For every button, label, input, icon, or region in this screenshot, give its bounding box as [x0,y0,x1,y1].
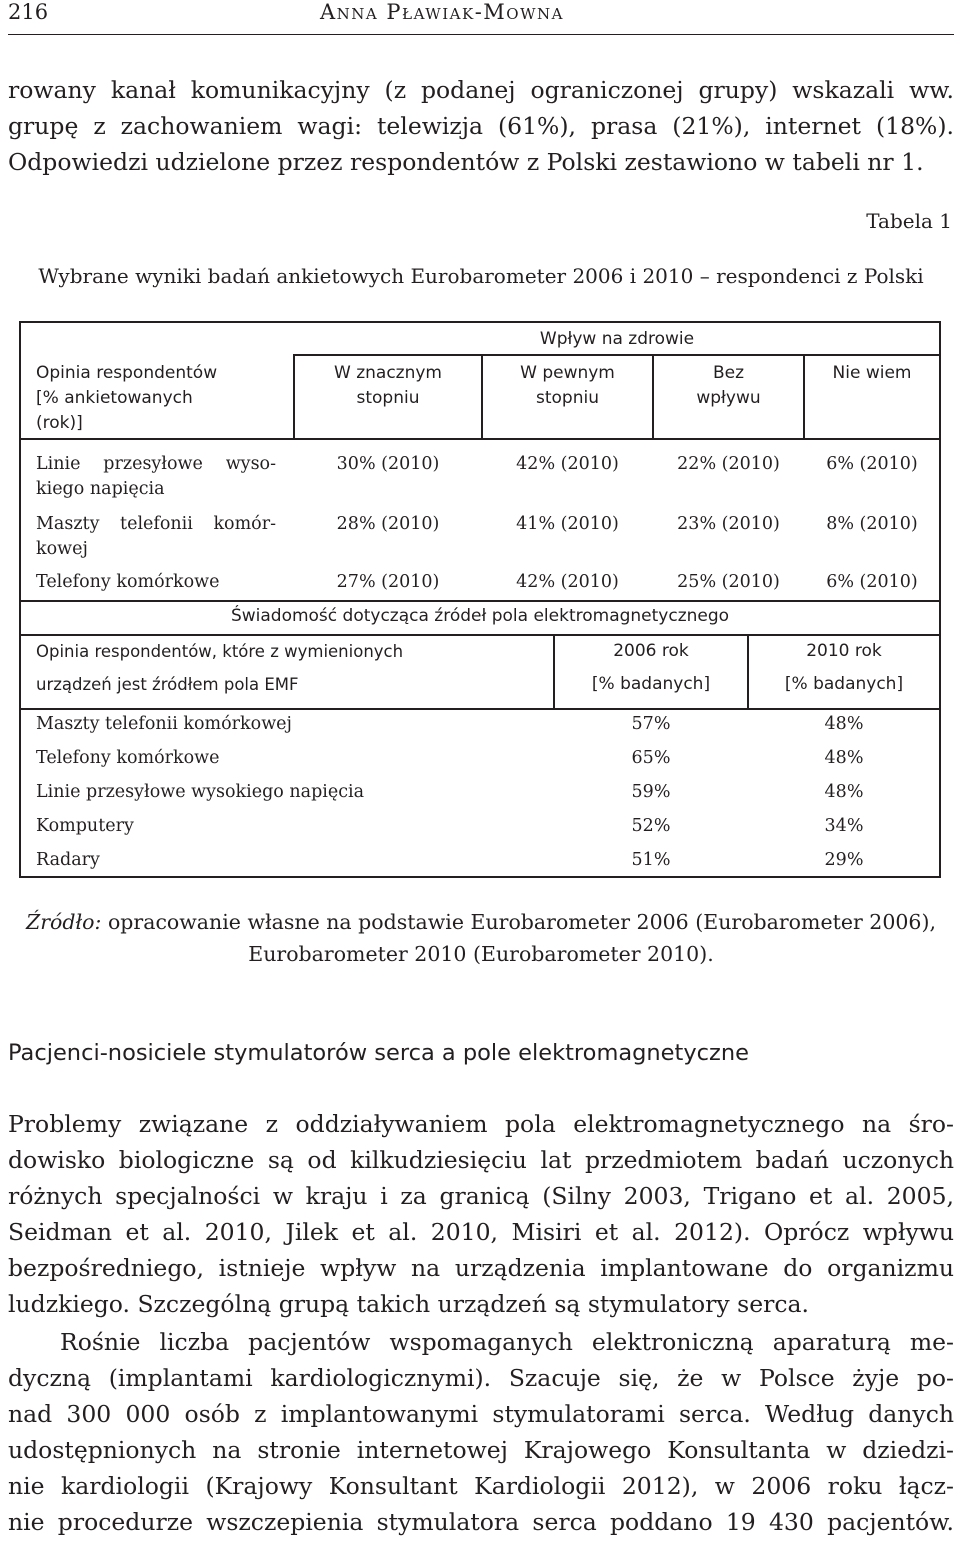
table-rule [19,438,941,440]
column-header-2010: 2010 rok [806,641,882,661]
table-cell: 51% [631,850,671,870]
table-cell: 22% (2010) [677,454,780,474]
page-number: 216 [8,0,49,24]
table-cell: 30% (2010) [336,454,440,474]
row-header-line-2: urządzeń jest źródłem pola EMF [36,675,299,694]
row-header-line-3: (rok)] [36,413,83,433]
group-header-awareness: Świadomość dotycząca źródeł pola elektromagnetycznego [230,606,730,626]
source-note [8,906,954,970]
table-cell: 23% (2010) [677,514,780,534]
intro-line-3: Odpowiedzi udzielone przez respondentów z Polski zestawiono w tabeli nr 1. [8,148,924,176]
header-rule [8,34,954,35]
table-cell: 42% (2010) [516,454,619,474]
body-line: nie kardiologii (Krajowy Konsultant Kardiologii 2012), w 2006 roku łącz- [8,1472,954,1500]
table-cell: 34% [824,816,864,836]
body-line: dyczną (implantami kardiologicznymi). Szacuje się, że w Polsce żyje po- [8,1364,954,1392]
table-cell: 48% [824,748,864,768]
table-number: Tabela 1 [866,209,952,233]
body-line: różnych specjalności w kraju i za granicą (Silny 2003, Trigano et al. 2005, [8,1182,954,1210]
table-rule [293,354,941,356]
table-cell: 6% (2010) [826,454,918,474]
body-line: udostępnionych na stronie internetowej Krajowego Konsultanta w dziedzi- [8,1436,954,1464]
body-line: nad 300 000 osób z implantowanymi stymulatorami serca. Według danych [8,1400,954,1428]
column-header-none: wpływu [696,388,761,408]
column-header-none: Bez [712,363,745,383]
group-header-health: Wpływ na zdrowie [539,329,695,349]
table-cell: 25% (2010) [677,572,780,592]
row-label: Komputery [36,816,134,836]
section-heading: Pacjenci-nosiciele stymulatorów serca a pole elektromagnetyczne [8,1040,749,1066]
row-label: Telefony komórkowe [36,748,220,768]
table-cell: 41% (2010) [516,514,619,534]
body-line: dowisko biologiczne są od kilkudziesięciu lat przedmiotem badań uczonych [8,1146,954,1174]
column-header-2010: [% badanych] [784,674,904,694]
body-line: Seidman et al. 2010, Jilek et al. 2010, Misiri et al. 2012). Oprócz wpływu [8,1218,954,1246]
running-title: Anna Pławiak-Mowna [320,0,564,24]
body-line: Problemy związane z oddziaływaniem pola elektromagnetycznego na śro- [8,1110,954,1138]
column-header-2006: 2006 rok [613,641,689,661]
table-cell: 8% (2010) [826,514,918,534]
row-label: Radary [36,850,100,870]
table-rule [19,634,941,636]
row-header-line-1: Opinia respondentów [36,363,218,383]
table-cell: 57% [631,714,671,734]
row-label: Linie przesyłowe wyso- [36,454,276,474]
table-cell: 42% (2010) [516,572,619,592]
row-label: kowej [36,539,88,559]
source-text: opracowanie własne na podstawie Eurobarometer 2006 (Eurobarometer 2006), [107,910,936,934]
column-header-dont-know: Nie wiem [832,363,912,383]
table-rule [19,708,941,710]
table-cell: 48% [824,714,864,734]
table-cell: 65% [631,748,671,768]
table-cell: 28% (2010) [336,514,440,534]
intro-line-1: rowany kanał komunikacyjny (z podanej ograniczonej grupy) wskazali ww. [8,76,954,104]
row-label: Telefony komórkowe [36,572,220,592]
column-header-some: stopniu [536,388,599,408]
row-label: Maszty telefonii komór- [36,514,276,534]
row-header-line-2: [% ankietowanych [36,388,193,408]
body-line: nie procedurze wszczepienia stymulatora serca poddano 19 430 pacjentów. [8,1508,954,1536]
source-text-line-2: Eurobarometer 2010 (Eurobarometer 2010). [248,942,714,966]
row-label: Maszty telefonii komórkowej [36,714,292,734]
table-cell: 29% [824,850,864,870]
source-label: Źródło: [26,910,102,934]
body-line: Rośnie liczba pacjentów wspomaganych elektroniczną aparaturą me- [60,1328,954,1356]
table-cell: 48% [824,782,864,802]
table-cell: 6% (2010) [826,572,918,592]
table-cell: 52% [631,816,671,836]
row-header-line-1: Opinia respondentów, które z wymienionych [36,642,404,661]
intro-line-2: grupę z zachowaniem wagi: telewizja (61%), prasa (21%), internet (18%). [8,112,954,140]
table-cell: 59% [631,782,671,802]
row-label: kiego napięcia [36,479,165,499]
column-header-significant: W znacznym [334,363,442,383]
body-line: ludzkiego. Szczególną grupą takich urządzeń są stymulatory serca. [8,1290,809,1318]
column-header-significant: stopniu [356,388,420,408]
body-line: bezpośredniego, istnieje wpływ na urządzenia implantowane do organizmu [8,1254,954,1282]
table-rule [19,600,941,602]
row-label: Linie przesyłowe wysokiego napięcia [36,782,365,802]
table-title: Wybrane wyniki badań ankietowych Eurobarometer 2006 i 2010 – respondenci z Polski [38,264,924,288]
column-header-2006: [% badanych] [591,674,711,694]
table-cell: 27% (2010) [336,572,440,592]
column-header-some: W pewnym [520,363,615,383]
